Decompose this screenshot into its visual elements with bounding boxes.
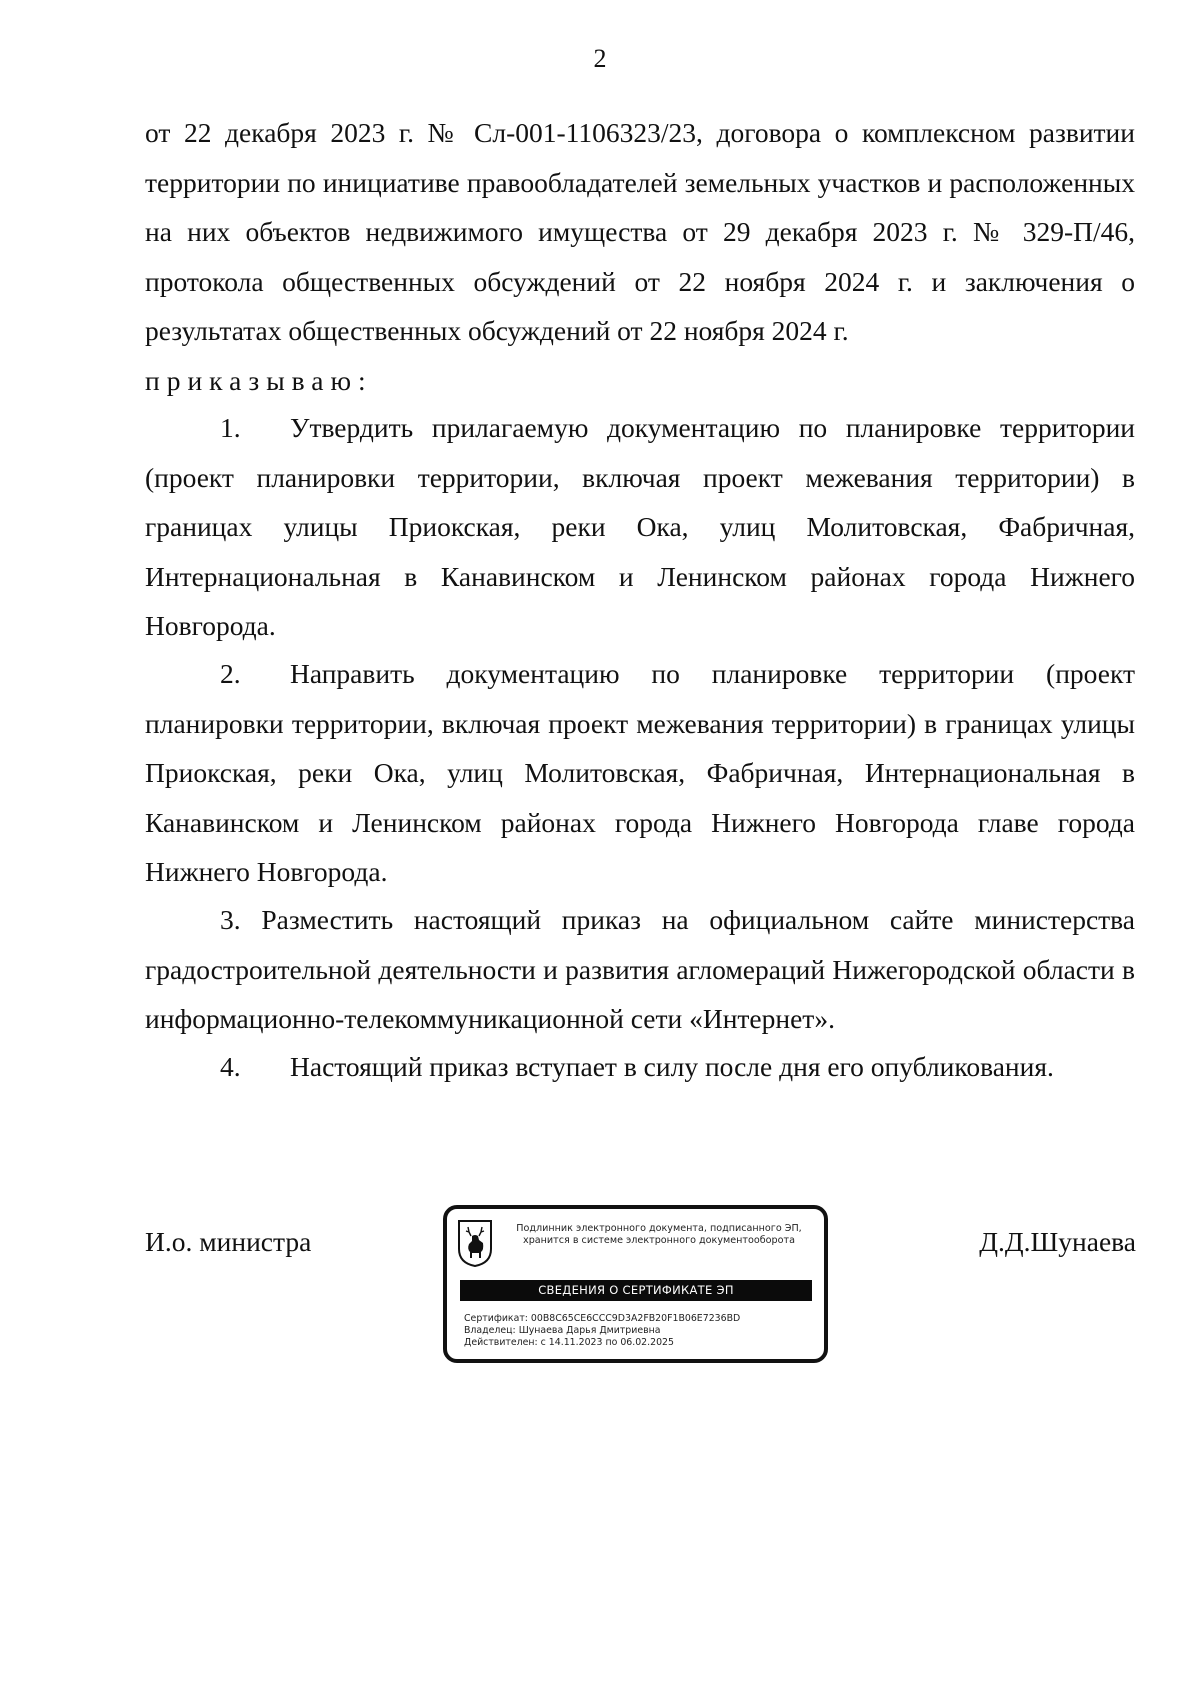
electronic-signature-stamp [443,1205,828,1363]
stamp-header-line: Подлинник электронного документа, подписанного ЭП, [516,1223,802,1234]
order-item-number: 3. [220,904,241,935]
signer-title: И.о. министра [145,1226,312,1257]
page-number: 2 [593,44,607,73]
order-item-1 [145,403,1135,651]
certificate-details [464,1313,740,1349]
certificate-owner: Владелец: Шунаева Дарья Дмитриевна [464,1325,661,1336]
deer-emblem-icon [457,1219,493,1267]
order-item-number: 4. [220,1051,241,1082]
order-item-3 [145,895,1135,1044]
order-item-number: 1. [220,412,241,443]
order-item-number: 2. [220,658,241,689]
signer-name: Д.Д.Шунаева [979,1226,1136,1257]
order-item-text: Разместить настоящий приказ на официальном сайте министерства градостроительной деятельности и развития агломераций Нижегородской области в информационно-телекоммуникационной сети «Интернет». [145,904,1136,1034]
certificate-info-bar: СВЕДЕНИЯ О СЕРТИФИКАТЕ ЭП [460,1280,812,1301]
decree-verb: приказываю: [145,365,373,396]
stamp-header-line: хранится в системе электронного документооборота [523,1235,795,1246]
certificate-number: Сертификат: 00B8C65CE6CCC9D3A2FB20F1B06E7236BD [464,1313,741,1324]
order-item-text: Направить документацию по планировке территории (проект планировки территории, включая проект межевания территории) в границах улицы Приокская, реки Ока, улиц Молитовская, Фабричная, Интернациональная в Канавинском и Ленинском районах города Нижнего Новгорода главе города Нижнего Новгорода. [145,658,1135,887]
intro-paragraph: от 22 декабря 2023 г. № Сл-001-1106323/23, договора о комплексном развитии территории по инициативе правообладателей земельных участков и расположенных на них объектов недвижимого имущества от 29 декабря 2023 г. № 329-П/46, протокола общественных обсуждений от 22 ноября 2024 г. и заключения о результатах общественных обсуждений от 22 ноября 2024 г. [145,117,1135,346]
order-item-text: Настоящий приказ вступает в силу после дня его опубликования. [290,1051,1054,1082]
order-item-text: Утвердить прилагаемую документацию по планировке территории (проект планировки территории, включая проект межевания территории) в границах улицы Приокская, реки Ока, улиц Молитовская, Фабричная, Интернациональная в Канавинском и Ленинском районах города Нижнего Новгорода. [145,412,1135,641]
certificate-validity: Действителен: с 14.11.2023 по 06.02.2025 [464,1337,674,1348]
stamp-header [499,1223,819,1247]
order-item-4 [145,1042,1135,1092]
order-item-2 [145,649,1135,897]
